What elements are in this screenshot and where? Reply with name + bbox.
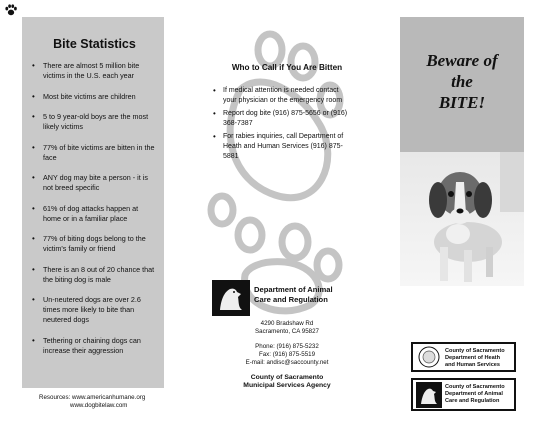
email-address: E-mail: andisc@saccounty.net — [245, 359, 329, 367]
address-line: Sacramento, CA 95827 — [255, 328, 319, 336]
county-line: County of Sacramento — [250, 374, 324, 381]
department-name-line: Department of Animal — [254, 285, 333, 294]
resources-line: Resources: www.americanhumane.org — [39, 394, 146, 401]
county-line: Municipal Services Agency — [243, 382, 331, 390]
who-to-call-item: • Report dog bite (916) 875-5656 or (916) 368-7387 — [211, 109, 351, 128]
cover-headline — [400, 50, 524, 113]
department-name — [254, 285, 354, 305]
stat-item: • Most bite victims are children — [31, 92, 158, 102]
stat-item: • 5 to 9 year-old boys are the most likely victims — [31, 112, 158, 132]
animal-care-badge — [411, 378, 516, 411]
dhhs-badge-text — [445, 348, 515, 369]
stat-item: • 77% of biting dogs belong to the victim's family or friend — [31, 234, 158, 254]
badge-line: Care and Regulation — [445, 398, 500, 404]
bite-statistics-list — [31, 61, 158, 356]
department-name-line: Care and Regulation — [254, 295, 328, 304]
dhhs-seal-badge — [411, 342, 516, 372]
who-to-call-item: • If medical attention is needed contact your physician or the emergency room — [211, 86, 351, 105]
who-to-call-item: • For rabies inquiries, call Department of Heath and Human Services (916) 875-5881 — [211, 132, 351, 161]
county-agency — [222, 374, 352, 391]
paw-prints-watermark — [200, 30, 350, 320]
stat-item: • 61% of dog attacks happen at home or in a familiar place — [31, 204, 158, 224]
who-to-call-list — [211, 86, 351, 165]
address-line: 4290 Bradshaw Rd — [260, 320, 314, 327]
badge-line: County of Sacramento — [445, 348, 505, 354]
animal-care-logo-icon — [212, 280, 250, 316]
stat-item: • There is an 8 out of 20 chance that the biting dog is male — [31, 265, 158, 285]
paw-print-icon — [4, 3, 18, 17]
badge-line: Department of Animal — [445, 391, 503, 397]
headline-line: Beware of — [426, 51, 498, 70]
badge-line: Department of Heath — [445, 355, 501, 361]
badge-line: County of Sacramento — [445, 384, 505, 390]
bite-statistics-panel — [22, 17, 164, 388]
beagle-puppy-photo — [400, 152, 524, 286]
headline-line: BITE! — [438, 93, 486, 112]
department-address — [222, 320, 352, 336]
headline-line: the — [451, 72, 473, 91]
animal-care-logo-icon — [416, 382, 442, 408]
resources-note — [22, 394, 164, 410]
county-seal-icon — [416, 346, 442, 368]
bite-statistics-title: Bite Statistics — [53, 37, 136, 51]
who-to-call-title: Who to Call if You Are Bitten — [231, 63, 343, 72]
phone-number: Phone: (916) 875-5232 — [255, 343, 319, 350]
stat-item: • ANY dog may bite a person - it is not breed specific — [31, 173, 158, 193]
stat-item: • Un-neutered dogs are over 2.6 times more likely to bite than neutered dogs — [31, 295, 158, 325]
fax-number: Fax: (916) 875-5519 — [258, 351, 316, 359]
resources-line: www.dogbitelaw.com — [70, 402, 128, 409]
badge-line: and Human Services — [445, 362, 501, 368]
stat-item: • 77% of bite victims are bitten in the face — [31, 143, 158, 163]
animal-care-badge-text — [445, 384, 515, 405]
stat-item: • Tethering or chaining dogs can increase their aggression — [31, 336, 158, 356]
stat-item: • There are almost 5 million bite victims in the U.S. each year — [31, 61, 158, 81]
department-contact — [222, 343, 352, 368]
